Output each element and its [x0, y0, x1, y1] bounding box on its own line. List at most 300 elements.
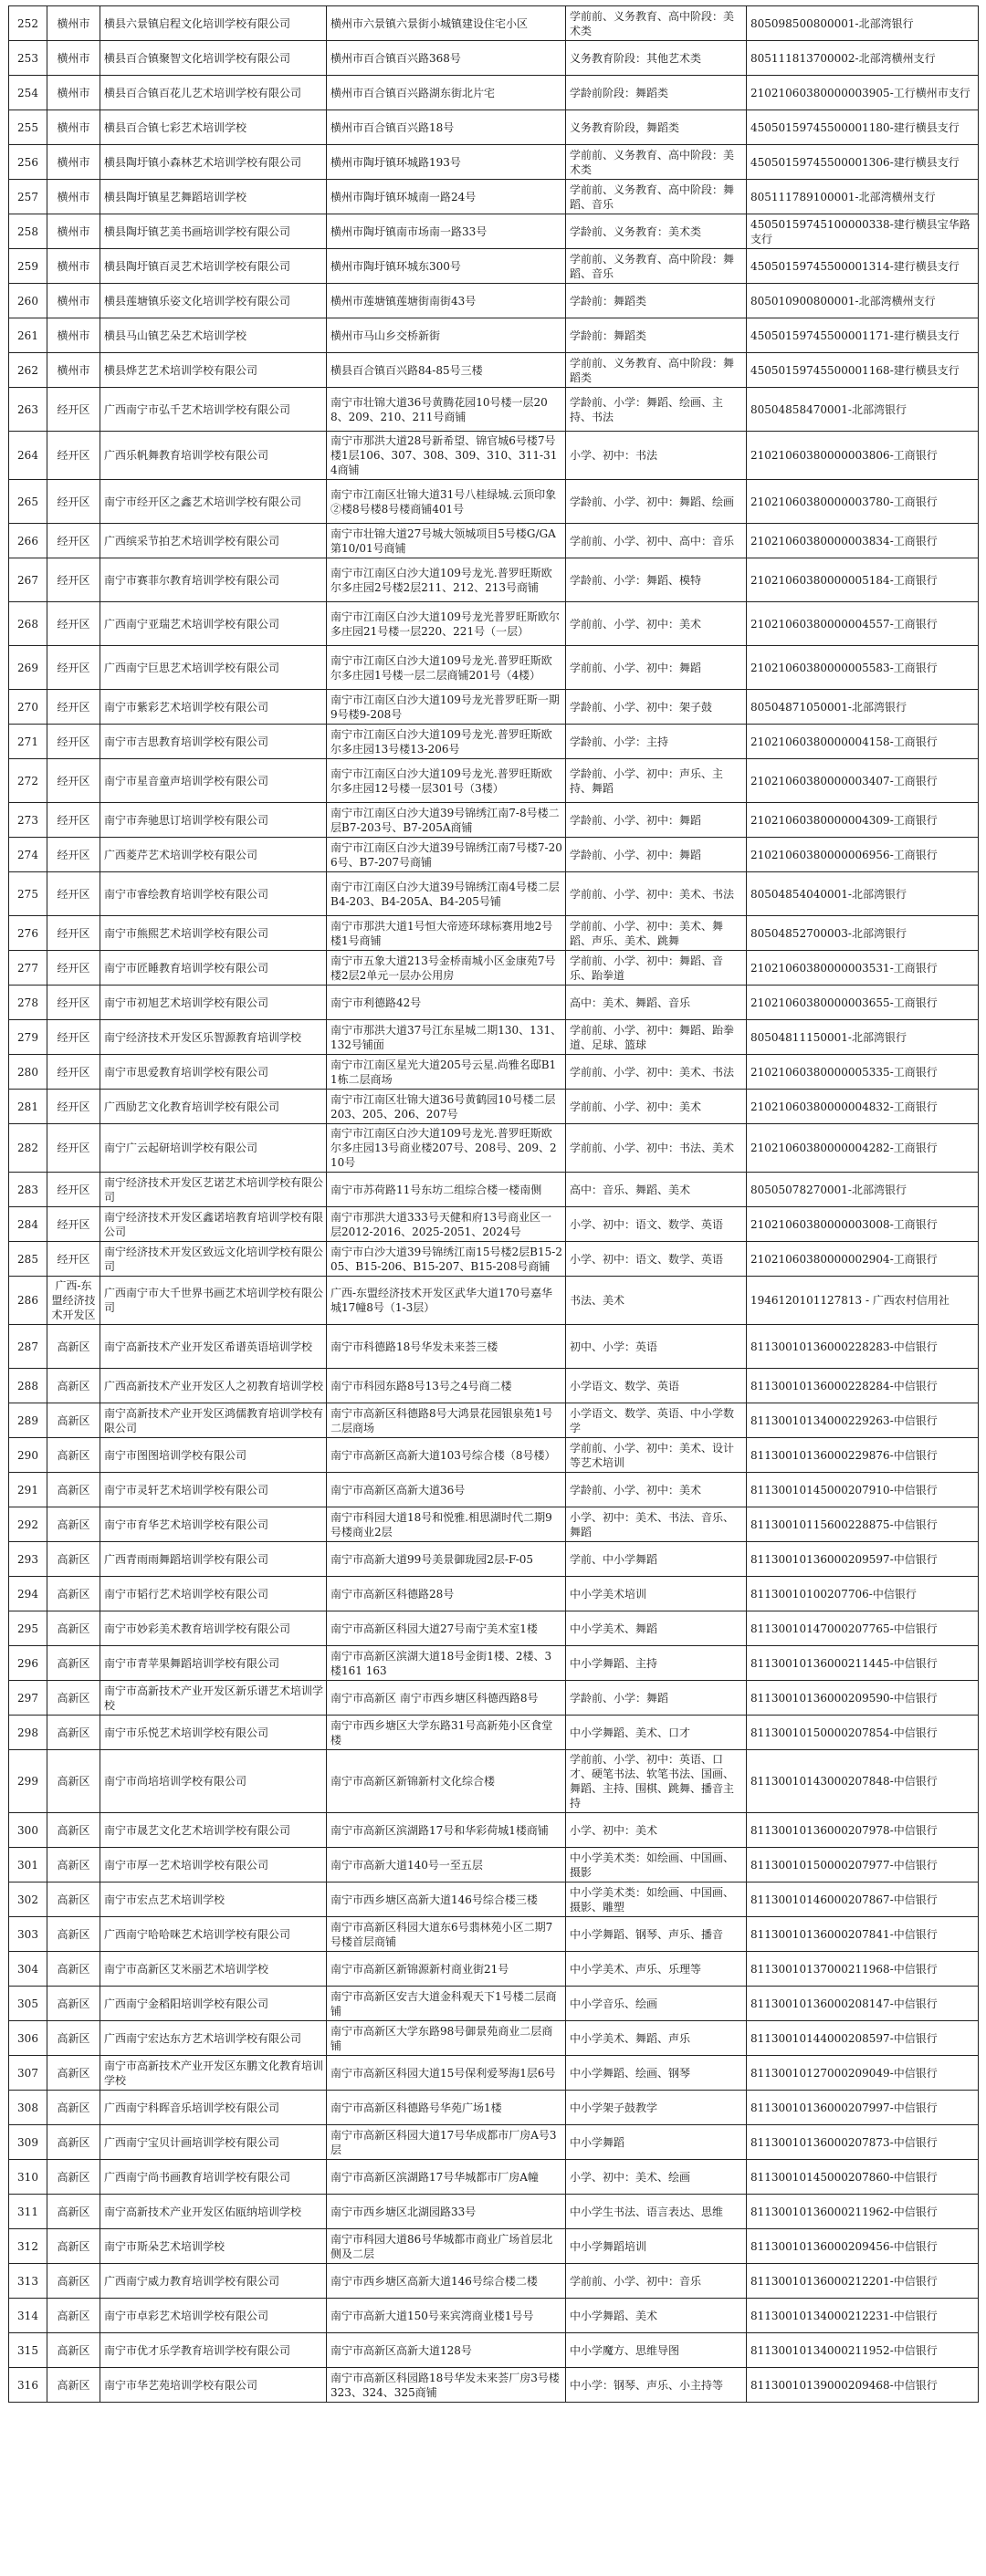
- cell-bank: 21021060380000004557-工商银行: [747, 602, 979, 646]
- cell-bank: 81130010100207706-中信银行: [747, 1577, 979, 1611]
- table-row: [9, 2299, 979, 2333]
- cell-address: 南宁市科园大道18号和悦雅.相思湖时代二期9号楼商业2层: [327, 1507, 566, 1542]
- cell-district: 高新区: [47, 2368, 100, 2403]
- cell-no: 258: [9, 214, 47, 249]
- cell-no: 266: [9, 524, 47, 558]
- cell-name: 广西青雨雨舞蹈培训学校有限公司: [100, 1542, 327, 1577]
- cell-district: 经开区: [47, 951, 100, 986]
- cell-bank: 81130010134000229263-中信银行: [747, 1403, 979, 1438]
- table-row: [9, 41, 979, 76]
- cell-scope: 小学、初中：美术: [566, 1813, 747, 1848]
- cell-no: 267: [9, 558, 47, 602]
- cell-address: 南宁市科园大道86号华城都市商业广场首层北侧及二层: [327, 2229, 566, 2264]
- table-row: [9, 602, 979, 646]
- cell-no: 291: [9, 1473, 47, 1507]
- cell-address: 横州市莲塘镇莲塘街南街43号: [327, 284, 566, 318]
- cell-district: 高新区: [47, 2299, 100, 2333]
- table-row: [9, 1438, 979, 1473]
- training-school-table: [8, 5, 979, 2403]
- cell-address: 横州市陶圩镇环城路193号: [327, 145, 566, 180]
- cell-no: 271: [9, 725, 47, 759]
- cell-scope: 学前前、小学、初中：美术、书法: [566, 1055, 747, 1090]
- cell-no: 252: [9, 6, 47, 41]
- cell-name: 南宁市睿绘教育培训学校有限公司: [100, 872, 327, 916]
- cell-district: 横州市: [47, 318, 100, 353]
- table-row: [9, 2195, 979, 2229]
- cell-bank: 81130010136000207841-中信银行: [747, 1917, 979, 1952]
- cell-scope: 学前前、义务教育、高中阶段：舞蹈、音乐: [566, 249, 747, 284]
- cell-address: 南宁市高新区安吉大道金科观天下1号楼二层商铺: [327, 1987, 566, 2021]
- cell-name: 横县马山镇艺朵艺术培训学校: [100, 318, 327, 353]
- cell-address: 南宁市西乡塘区大学东路31号高新苑小区食堂楼: [327, 1716, 566, 1750]
- cell-bank: 81130010136000211962-中信银行: [747, 2195, 979, 2229]
- table-row: [9, 2125, 979, 2160]
- cell-district: 高新区: [47, 1987, 100, 2021]
- cell-address: 南宁市江南区白沙大道39号锦绣江南7号楼7-206号、B7-207号商铺: [327, 838, 566, 872]
- table-row: [9, 1716, 979, 1750]
- cell-scope: 学龄前、小学、初中：架子鼓: [566, 690, 747, 725]
- cell-name: 南宁市宏点艺术培训学校: [100, 1882, 327, 1917]
- table-row: [9, 480, 979, 524]
- cell-name: 广西南宁科晖音乐培训学校有限公司: [100, 2091, 327, 2125]
- cell-name: 广西菱芹艺术培训学校有限公司: [100, 838, 327, 872]
- cell-name: 广西南宁尚书画教育培训学校有限公司: [100, 2160, 327, 2195]
- cell-scope: 小学语文、数学、英语: [566, 1369, 747, 1403]
- cell-name: 南宁市韬行艺术培训学校有限公司: [100, 1577, 327, 1611]
- cell-district: 高新区: [47, 2229, 100, 2264]
- cell-scope: 学龄前、小学：舞蹈: [566, 1681, 747, 1716]
- cell-district: 经开区: [47, 1020, 100, 1055]
- cell-name: 横县百合镇七彩艺术培训学校: [100, 110, 327, 145]
- cell-no: 263: [9, 388, 47, 432]
- cell-district: 经开区: [47, 690, 100, 725]
- cell-no: 307: [9, 2056, 47, 2091]
- cell-no: 297: [9, 1681, 47, 1716]
- table-row: [9, 2021, 979, 2056]
- cell-district: 经开区: [47, 803, 100, 838]
- cell-no: 305: [9, 1987, 47, 2021]
- cell-bank: 21021060380000003407-工商银行: [747, 759, 979, 803]
- cell-address: 南宁市高新区大学东路98号御景苑商业二层商铺: [327, 2021, 566, 2056]
- cell-address: 南宁市高新区高新大道128号: [327, 2333, 566, 2368]
- cell-scope: 中小学舞蹈、主持: [566, 1646, 747, 1681]
- table-row: [9, 725, 979, 759]
- cell-name: 南宁市奔驰思订培训学校有限公司: [100, 803, 327, 838]
- cell-no: 279: [9, 1020, 47, 1055]
- cell-no: 273: [9, 803, 47, 838]
- cell-no: 265: [9, 480, 47, 524]
- cell-name: 广西南宁哈哈咪艺术培训学校有限公司: [100, 1917, 327, 1952]
- cell-address: 横州市陶圩镇环城南一路24号: [327, 180, 566, 214]
- cell-no: 295: [9, 1611, 47, 1646]
- table-row: [9, 1917, 979, 1952]
- cell-district: 高新区: [47, 1542, 100, 1577]
- cell-bank: 81130010150000207854-中信银行: [747, 1716, 979, 1750]
- cell-bank: 45050159745500001180-建行横县支行: [747, 110, 979, 145]
- cell-no: 304: [9, 1952, 47, 1987]
- cell-address: 南宁市高新区科园路18号华发未来荟厂房3号楼323、324、325商铺: [327, 2368, 566, 2403]
- cell-scope: 中小学舞蹈、美术: [566, 2299, 747, 2333]
- cell-district: 经开区: [47, 602, 100, 646]
- cell-bank: 81130010145000207910-中信银行: [747, 1473, 979, 1507]
- table-row: [9, 145, 979, 180]
- cell-scope: 学龄前：舞蹈类: [566, 318, 747, 353]
- table-row: [9, 284, 979, 318]
- cell-no: 268: [9, 602, 47, 646]
- cell-bank: 21021060380000003806-工商银行: [747, 432, 979, 480]
- cell-address: 横州市陶圩镇南市场南一路33号: [327, 214, 566, 249]
- cell-address: 南宁市那洪大道28号新希望、锦官城6号楼7号楼1层106、307、308、309、310、311-314商铺: [327, 432, 566, 480]
- cell-no: 280: [9, 1055, 47, 1090]
- cell-name: 南宁高新技术产业开发区希谱英语培训学校: [100, 1325, 327, 1369]
- cell-scope: 学龄前、义务教育：美术类: [566, 214, 747, 249]
- cell-address: 南宁市高新区滨湖路17号和华彩荷城1楼商铺: [327, 1813, 566, 1848]
- cell-address: 南宁市高新大道99号美景御珑园2层-F-05: [327, 1542, 566, 1577]
- cell-district: 高新区: [47, 1473, 100, 1507]
- cell-bank: 1946120101127813 - 广西农村信用社: [747, 1277, 979, 1325]
- table-row: [9, 2091, 979, 2125]
- cell-district: 高新区: [47, 2056, 100, 2091]
- cell-bank: 81130010136000209590-中信银行: [747, 1681, 979, 1716]
- cell-address: 横州市六景镇六景街小城镇建设住宅小区: [327, 6, 566, 41]
- cell-scope: 小学、初中：美术、绘画: [566, 2160, 747, 2195]
- cell-district: 高新区: [47, 1848, 100, 1882]
- cell-district: 横州市: [47, 249, 100, 284]
- cell-no: 264: [9, 432, 47, 480]
- table-row: [9, 2264, 979, 2299]
- cell-name: 横县烨艺艺术培训学校有限公司: [100, 353, 327, 388]
- cell-district: 广西-东盟经济技术开发区: [47, 1277, 100, 1325]
- cell-name: 南宁广云起研培训学校有限公司: [100, 1124, 327, 1173]
- cell-scope: 中小学舞蹈、绘画、钢琴: [566, 2056, 747, 2091]
- table-row: [9, 1473, 979, 1507]
- table-row: [9, 1952, 979, 1987]
- cell-name: 南宁市高新技术产业开发区东鹏文化教育培训学校: [100, 2056, 327, 2091]
- cell-name: 南宁市思爱教育培训学校有限公司: [100, 1055, 327, 1090]
- cell-name: 南宁市紫彩艺术培训学校有限公司: [100, 690, 327, 725]
- cell-district: 经开区: [47, 986, 100, 1020]
- cell-bank: 81130010136000209597-中信银行: [747, 1542, 979, 1577]
- cell-bank: 21021060380000003531-工商银行: [747, 951, 979, 986]
- table-row: [9, 2333, 979, 2368]
- cell-address: 横州市百合镇百兴路368号: [327, 41, 566, 76]
- cell-scope: 义务教育阶段，舞蹈类: [566, 110, 747, 145]
- cell-scope: 中小学美术、舞蹈、声乐: [566, 2021, 747, 2056]
- table-row: [9, 872, 979, 916]
- table-row: [9, 1325, 979, 1369]
- cell-name: 南宁市斯朵艺术培训学校: [100, 2229, 327, 2264]
- table-row: [9, 432, 979, 480]
- cell-no: 303: [9, 1917, 47, 1952]
- cell-district: 横州市: [47, 353, 100, 388]
- cell-bank: 21021060380000002904-工商银行: [747, 1242, 979, 1277]
- cell-bank: 21021060380000003834-工商银行: [747, 524, 979, 558]
- table-row: [9, 76, 979, 110]
- cell-scope: 学前前、义务教育、高中阶段：舞蹈类: [566, 353, 747, 388]
- table-row: [9, 524, 979, 558]
- table-row: [9, 353, 979, 388]
- cell-no: 275: [9, 872, 47, 916]
- cell-bank: 21021060380000003655-工商银行: [747, 986, 979, 1020]
- cell-no: 277: [9, 951, 47, 986]
- cell-no: 285: [9, 1242, 47, 1277]
- table-row: [9, 1055, 979, 1090]
- cell-district: 高新区: [47, 1369, 100, 1403]
- cell-name: 横县莲塘镇乐姿文化培训学校有限公司: [100, 284, 327, 318]
- cell-name: 横县百合镇聚智文化培训学校有限公司: [100, 41, 327, 76]
- cell-address: 南宁市壮锦大道36号黄腾花园10号楼一层208、209、210、211号商铺: [327, 388, 566, 432]
- cell-address: 南宁市那洪大道37号江东星城二期130、131、132号铺面: [327, 1020, 566, 1055]
- cell-name: 广西高新技术产业开发区人之初教育培训学校: [100, 1369, 327, 1403]
- cell-scope: 中小学舞蹈、钢琴、声乐、播音: [566, 1917, 747, 1952]
- cell-name: 南宁市妙彩美术教育培训学校有限公司: [100, 1611, 327, 1646]
- cell-district: 高新区: [47, 1325, 100, 1369]
- cell-name: 南宁市图图培训学校有限公司: [100, 1438, 327, 1473]
- cell-no: 262: [9, 353, 47, 388]
- cell-scope: 学前前、义务教育、高中阶段：舞蹈、音乐: [566, 180, 747, 214]
- cell-bank: 21021060380000005583-工商银行: [747, 646, 979, 690]
- cell-district: 高新区: [47, 1611, 100, 1646]
- table-row: [9, 1987, 979, 2021]
- cell-no: 308: [9, 2091, 47, 2125]
- cell-name: 南宁市尚培培训学校有限公司: [100, 1750, 327, 1813]
- cell-no: 260: [9, 284, 47, 318]
- cell-scope: 学前前、小学、初中：舞蹈、音乐、跆拳道: [566, 951, 747, 986]
- cell-no: 274: [9, 838, 47, 872]
- cell-address: 横州市陶圩镇环城东300号: [327, 249, 566, 284]
- cell-address: 南宁市高新区科德路28号: [327, 1577, 566, 1611]
- cell-district: 经开区: [47, 1090, 100, 1124]
- cell-address: 南宁市高新区 南宁市西乡塘区科德西路8号: [327, 1681, 566, 1716]
- cell-no: 253: [9, 41, 47, 76]
- cell-name: 广西乐帆舞教育培训学校有限公司: [100, 432, 327, 480]
- cell-address: 南宁市江南区星光大道205号云星.尚雅名邸B11栋二层商场: [327, 1055, 566, 1090]
- cell-address: 南宁市高新区科园大道15号保利爱琴海1层6号: [327, 2056, 566, 2091]
- cell-scope: 中小学音乐、绘画: [566, 1987, 747, 2021]
- cell-address: 南宁市江南区白沙大道109号龙光.普罗旺斯欧尔多庄园12号楼一层301号（3楼）: [327, 759, 566, 803]
- cell-bank: 45050159745500001171-建行横县支行: [747, 318, 979, 353]
- cell-district: 高新区: [47, 1750, 100, 1813]
- table-row: [9, 690, 979, 725]
- cell-scope: 学前前、小学、初中：英语、口才、硬笔书法、软笔书法、国画、舞蹈、主持、围棋、跳舞、播音主持: [566, 1750, 747, 1813]
- cell-address: 南宁市高新区科德路8号大鸿景花园银泉苑1号二层商场: [327, 1403, 566, 1438]
- cell-scope: 学前前、小学、初中：书法、美术: [566, 1124, 747, 1173]
- cell-no: 301: [9, 1848, 47, 1882]
- cell-scope: 学前前、小学、初中：舞蹈、跆拳道、足球、篮球: [566, 1020, 747, 1055]
- cell-bank: 21021060380000004158-工商银行: [747, 725, 979, 759]
- cell-bank: 81130010127000209049-中信银行: [747, 2056, 979, 2091]
- cell-district: 横州市: [47, 145, 100, 180]
- cell-name: 南宁市青苹果舞蹈培训学校有限公司: [100, 1646, 327, 1681]
- table-row: [9, 1813, 979, 1848]
- cell-scope: 学前前、小学、初中：美术: [566, 1090, 747, 1124]
- cell-bank: 45050159745500001314-建行横县支行: [747, 249, 979, 284]
- cell-name: 南宁经济技术开发区致远文化培训学校有限公司: [100, 1242, 327, 1277]
- cell-district: 高新区: [47, 2091, 100, 2125]
- cell-bank: 81130010136000207978-中信银行: [747, 1813, 979, 1848]
- cell-bank: 21021060380000005184-工商银行: [747, 558, 979, 602]
- cell-name: 广西南宁威力教育培训学校有限公司: [100, 2264, 327, 2299]
- table-row: [9, 318, 979, 353]
- cell-scope: 学龄前阶段：舞蹈类: [566, 76, 747, 110]
- cell-bank: 81130010143000207848-中信银行: [747, 1750, 979, 1813]
- cell-district: 横州市: [47, 41, 100, 76]
- cell-name: 南宁市吉思教育培训学校有限公司: [100, 725, 327, 759]
- cell-bank: 81130010144000208597-中信银行: [747, 2021, 979, 2056]
- cell-address: 南宁市高新区科园大道东6号翡林苑小区二期7号楼首层商铺: [327, 1917, 566, 1952]
- cell-scope: 学龄前、小学、初中：舞蹈、绘画: [566, 480, 747, 524]
- table-row: [9, 1242, 979, 1277]
- cell-address: 南宁市白沙大道39号锦绣江南15号楼2层B15-205、B15-206、B15-207、B15-208号商铺: [327, 1242, 566, 1277]
- cell-bank: 21021060380000003780-工商银行: [747, 480, 979, 524]
- cell-bank: 80505078270001-北部湾银行: [747, 1173, 979, 1207]
- table-row: [9, 6, 979, 41]
- cell-scope: 初中、小学：英语: [566, 1325, 747, 1369]
- cell-bank: 21021060380000004282-工商银行: [747, 1124, 979, 1173]
- table-row: [9, 2368, 979, 2403]
- cell-district: 高新区: [47, 2195, 100, 2229]
- cell-address: 南宁市五象大道213号金桥南城小区金康苑7号楼2层2单元一层办公用房: [327, 951, 566, 986]
- cell-bank: 81130010137000211968-中信银行: [747, 1952, 979, 1987]
- cell-scope: 学前前、小学、初中：音乐: [566, 2264, 747, 2299]
- cell-name: 广西南宁宝贝计画培训学校有限公司: [100, 2125, 327, 2160]
- cell-name: 南宁市晟艺文化艺术培训学校有限公司: [100, 1813, 327, 1848]
- cell-no: 281: [9, 1090, 47, 1124]
- cell-scope: 小学、初中：语文、数学、英语: [566, 1207, 747, 1242]
- cell-no: 309: [9, 2125, 47, 2160]
- table-row: [9, 646, 979, 690]
- table-row: [9, 2160, 979, 2195]
- cell-no: 270: [9, 690, 47, 725]
- cell-scope: 中小学舞蹈培训: [566, 2229, 747, 2264]
- cell-scope: 学前前、义务教育、高中阶段：美术类: [566, 6, 747, 41]
- cell-address: 南宁市江南区白沙大道109号龙光普罗旺斯一期9号楼9-208号: [327, 690, 566, 725]
- cell-name: 广西南宁巨思艺术培训学校有限公司: [100, 646, 327, 690]
- cell-district: 高新区: [47, 2021, 100, 2056]
- cell-bank: 81130010136000229876-中信银行: [747, 1438, 979, 1473]
- cell-scope: 中小学美术、舞蹈: [566, 1611, 747, 1646]
- table-row: [9, 1750, 979, 1813]
- cell-address: 南宁市江南区白沙大道39号锦绣江南7-8号楼二层B7-203号、B7-205A商铺: [327, 803, 566, 838]
- cell-district: 横州市: [47, 76, 100, 110]
- cell-name: 广西南宁金稻阳培训学校有限公司: [100, 1987, 327, 2021]
- cell-no: 290: [9, 1438, 47, 1473]
- cell-district: 经开区: [47, 1173, 100, 1207]
- cell-no: 282: [9, 1124, 47, 1173]
- cell-no: 298: [9, 1716, 47, 1750]
- cell-district: 高新区: [47, 2160, 100, 2195]
- table-row: [9, 951, 979, 986]
- cell-district: 经开区: [47, 480, 100, 524]
- cell-scope: 学龄前、小学：舞蹈、绘画、主持、书法: [566, 388, 747, 432]
- cell-district: 经开区: [47, 838, 100, 872]
- cell-district: 横州市: [47, 110, 100, 145]
- cell-scope: 学前前、小学、初中：美术、舞蹈、声乐、美术、跳舞: [566, 916, 747, 951]
- cell-district: 经开区: [47, 388, 100, 432]
- cell-no: 278: [9, 986, 47, 1020]
- cell-name: 南宁市高新区艾米丽艺术培训学校: [100, 1952, 327, 1987]
- cell-scope: 中小学舞蹈、美术、口才: [566, 1716, 747, 1750]
- cell-address: 南宁市江南区白沙大道39号锦绣江南4号楼二层B4-203、B4-205A、B4-205号铺: [327, 872, 566, 916]
- cell-name: 南宁市厚一艺术培训学校有限公司: [100, 1848, 327, 1882]
- cell-bank: 80504854040001-北部湾银行: [747, 872, 979, 916]
- cell-name: 横县六景镇启程文化培训学校有限公司: [100, 6, 327, 41]
- cell-address: 南宁市苏荷路11号东坊二组综合楼一楼南侧: [327, 1173, 566, 1207]
- cell-bank: 21021060380000006956-工商银行: [747, 838, 979, 872]
- cell-scope: 高中：音乐、舞蹈、美术: [566, 1173, 747, 1207]
- cell-no: 283: [9, 1173, 47, 1207]
- cell-district: 经开区: [47, 1207, 100, 1242]
- cell-address: 南宁市高新区科园大道27号南宁美术室1楼: [327, 1611, 566, 1646]
- cell-scope: 学前前、小学、初中：舞蹈: [566, 646, 747, 690]
- cell-bank: 81130010147000207765-中信银行: [747, 1611, 979, 1646]
- cell-no: 316: [9, 2368, 47, 2403]
- cell-bank: 805098500800001-北部湾银行: [747, 6, 979, 41]
- cell-name: 广西缤采节拍艺术培训学校有限公司: [100, 524, 327, 558]
- cell-scope: 高中：美术、舞蹈、音乐: [566, 986, 747, 1020]
- cell-district: 高新区: [47, 1917, 100, 1952]
- cell-scope: 学前前、小学、初中、高中：音乐: [566, 524, 747, 558]
- cell-name: 南宁市匠睡教育培训学校有限公司: [100, 951, 327, 986]
- cell-scope: 小学、初中：书法: [566, 432, 747, 480]
- cell-scope: 中小学美术培训: [566, 1577, 747, 1611]
- cell-name: 横县百合镇百花儿艺术培训学校有限公司: [100, 76, 327, 110]
- cell-no: 306: [9, 2021, 47, 2056]
- cell-scope: 小学、初中：美术、书法、音乐、舞蹈: [566, 1507, 747, 1542]
- cell-scope: 学龄前、小学、初中：声乐、主持、舞蹈: [566, 759, 747, 803]
- cell-district: 经开区: [47, 1055, 100, 1090]
- cell-address: 南宁市高新大道150号来宾湾商业楼1号号: [327, 2299, 566, 2333]
- table-row: [9, 1090, 979, 1124]
- table-row: [9, 1542, 979, 1577]
- cell-scope: 小学、初中：语文、数学、英语: [566, 1242, 747, 1277]
- table-row: [9, 1403, 979, 1438]
- cell-bank: 81130010146000207867-中信银行: [747, 1882, 979, 1917]
- table-row: [9, 986, 979, 1020]
- cell-no: 256: [9, 145, 47, 180]
- cell-address: 南宁市高新区滨湖路17号华城都市厂房A幢: [327, 2160, 566, 2195]
- cell-address: 广西-东盟经济技术开发区武华大道170号嘉华城17幢8号（1-3层）: [327, 1277, 566, 1325]
- cell-address: 南宁市那洪大道333号天健和府13号商业区一层2012-2016、2025-2051、2024号: [327, 1207, 566, 1242]
- cell-district: 高新区: [47, 2333, 100, 2368]
- cell-address: 南宁市西乡塘区高新大道146号综合楼二楼: [327, 2264, 566, 2299]
- cell-no: 302: [9, 1882, 47, 1917]
- cell-name: 南宁市优才乐学教育培训学校有限公司: [100, 2333, 327, 2368]
- cell-scope: 中小学架子鼓教学: [566, 2091, 747, 2125]
- cell-no: 286: [9, 1277, 47, 1325]
- cell-bank: 21021060380000003905-工行横州市支行: [747, 76, 979, 110]
- cell-bank: 81130010136000208147-中信银行: [747, 1987, 979, 2021]
- cell-bank: 81130010136000212201-中信银行: [747, 2264, 979, 2299]
- cell-address: 南宁市高新区科德路号华苑广场1楼: [327, 2091, 566, 2125]
- cell-district: 高新区: [47, 1813, 100, 1848]
- cell-name: 南宁经济技术开发区乐智源教育培训学校: [100, 1020, 327, 1055]
- table-row: [9, 249, 979, 284]
- cell-no: 269: [9, 646, 47, 690]
- cell-bank: 81130010134000212231-中信银行: [747, 2299, 979, 2333]
- cell-name: 南宁经济技术开发区艺诺艺术培训学校有限公司: [100, 1173, 327, 1207]
- cell-name: 广西励艺文化教育培训学校有限公司: [100, 1090, 327, 1124]
- cell-address: 南宁市西乡塘区北湖园路33号: [327, 2195, 566, 2229]
- table-row: [9, 1124, 979, 1173]
- cell-no: 257: [9, 180, 47, 214]
- table-row: [9, 214, 979, 249]
- cell-bank: 81130010115600228875-中信银行: [747, 1507, 979, 1542]
- cell-district: 经开区: [47, 759, 100, 803]
- table-row: [9, 2056, 979, 2091]
- cell-no: 299: [9, 1750, 47, 1813]
- cell-address: 南宁市江南区白沙大道109号龙光普罗旺斯欧尔多庄园21号楼一层220、221号（一层）: [327, 602, 566, 646]
